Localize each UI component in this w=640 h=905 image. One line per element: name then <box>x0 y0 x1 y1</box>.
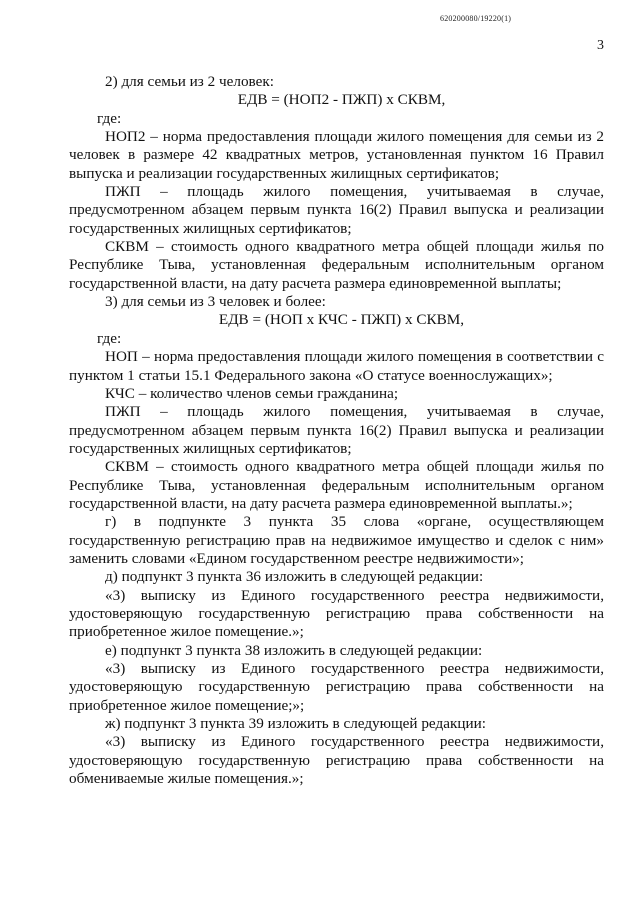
paragraph-family-of-two: 2) для семьи из 2 человек: <box>105 73 274 90</box>
paragraph-amendment-d: д) подпункт 3 пункта 36 изложить в следующей редакции: <box>105 568 484 586</box>
document-body <box>69 73 604 788</box>
formula-family-of-three: ЕДВ = (НОП х КЧС - ПЖП) х СКВМ, <box>218 311 465 329</box>
paragraph-amendment-zh-text: «3) выписку из Единого государственного реестра недвижимости, удостоверяющую государственную регистрацию права собственности на обмениваемые жилые помещения.»; <box>69 733 604 788</box>
paragraph-nop2-definition: НОП2 – норма предоставления площади жилого помещения для семьи из 2 человек в размере 42 квадратных метров, установленная пунктом 16 Правил выпуска и реализации государственных жилищных сертификатов; <box>69 128 604 182</box>
page-number: 3 <box>597 38 604 53</box>
formula-family-of-two: ЕДВ = (НОП2 - ПЖП) х СКВМ, <box>237 91 446 109</box>
document-code: 620200080/19220(1) <box>440 14 512 23</box>
paragraph-skvm-definition: СКВМ – стоимость одного квадратного метра общей площади жилья по Республике Тыва, установленная федеральным исполнительным органом государственной власти, на дату расчета размера единовременной выплаты; <box>69 238 604 292</box>
paragraph-kchs-definition: КЧС – количество членов семьи гражданина; <box>105 384 399 402</box>
paragraph-amendment-g: г) в подпункте 3 пункта 35 слова «органе, осуществляющем государственную регистрацию прав на недвижимое имущество и сделок с ним» заменить словами «Едином государственном реестре недвижимости»; <box>69 513 604 567</box>
paragraph-amendment-zh: ж) подпункт 3 пункта 39 изложить в следующей редакции: <box>105 715 486 733</box>
where-label: где: <box>97 329 122 347</box>
paragraph-amendment-d-text: «3) выписку из Единого государственного реестра недвижимости, удостоверяющую государственную регистрацию права собственности на приобретенное жилое помещение.»; <box>69 586 604 641</box>
where-label: где: <box>97 109 122 127</box>
paragraph-pzhp-definition: ПЖП – площадь жилого помещения, учитываемая в случае, предусмотренном абзацем первым пункта 16(2) Правил выпуска и реализации государственных жилищных сертификатов; <box>69 183 604 237</box>
paragraph-nop-definition: НОП – норма предоставления площади жилого помещения в соответствии с пунктом 1 статьи 15.1 Федерального закона «О статусе военнослужащих»; <box>69 348 604 384</box>
paragraph-amendment-e: е) подпункт 3 пункта 38 изложить в следующей редакции: <box>105 641 483 659</box>
paragraph-skvm-definition: СКВМ – стоимость одного квадратного метра общей площади жилья по Республике Тыва, установленная федеральным исполнительным органом государственной власти, на дату расчета размера единовременной выплаты.»; <box>69 458 604 512</box>
paragraph-amendment-e-text: «3) выписку из Единого государственного реестра недвижимости, удостоверяющую государственную регистрацию права собственности на приобретенное жилое помещение;»; <box>69 660 604 714</box>
paragraph-pzhp-definition: ПЖП – площадь жилого помещения, учитываемая в случае, предусмотренном абзацем первым пункта 16(2) Правил выпуска и реализации государственных жилищных сертификатов; <box>69 403 604 457</box>
paragraph-family-of-three: 3) для семьи из 3 человек и более: <box>105 293 326 311</box>
